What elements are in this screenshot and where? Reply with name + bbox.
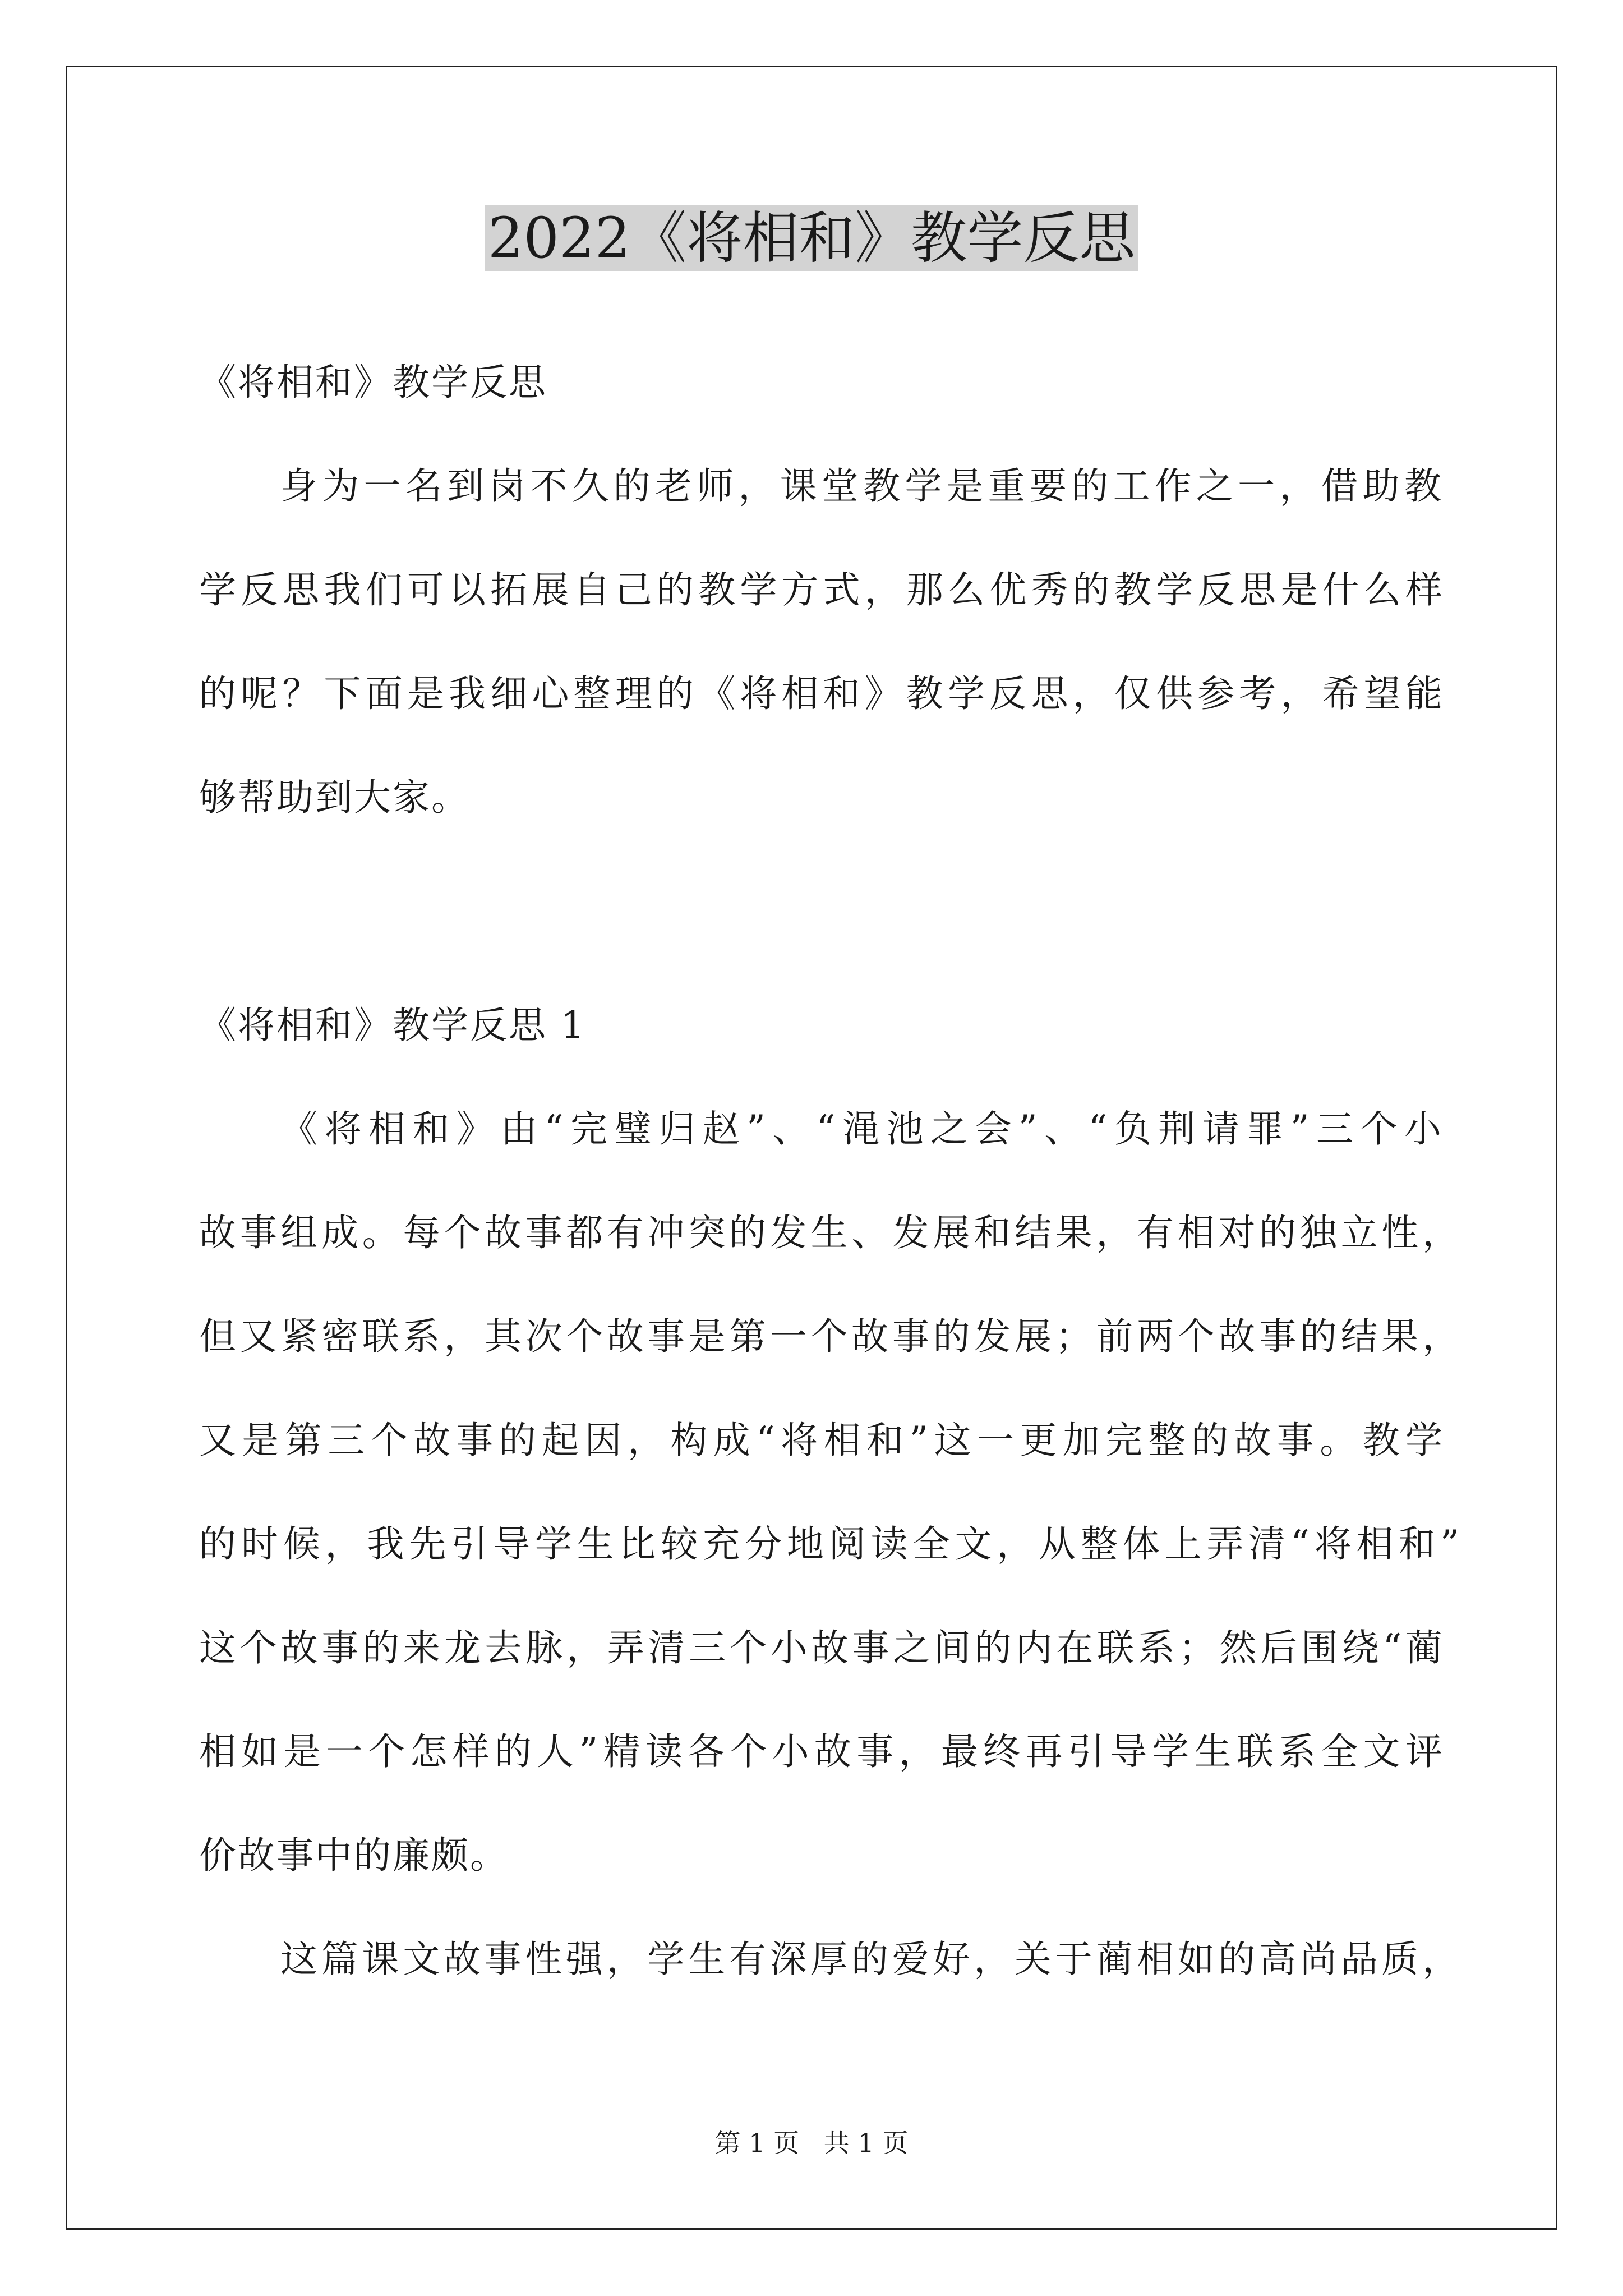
paragraph-line: 又是第三个故事的起因，构成“将相和”这一更加完整的故事。教学 xyxy=(199,1419,1444,1462)
paragraph-line: 《将相和》由“完璧归赵”、“渑池之会”、“负荆请罪”三个小 xyxy=(280,1107,1443,1151)
intro-line: 学反思我们可以拓展自己的教学方式，那么优秀的教学反思是什么样 xyxy=(199,568,1444,611)
paragraph-line: 相如是一个怎样的人”精读各个小故事，最终再引导学生联系全文评 xyxy=(199,1730,1444,1773)
paragraph-line: 这篇课文故事性强，学生有深厚的爱好，关于蔺相如的高尚品质， xyxy=(280,1938,1461,1981)
paragraph-line: 故事组成。每个故事都有冲突的发生、发展和结果，有相对的独立性， xyxy=(199,1211,1461,1254)
page-footer: 第 1 页 共 1 页 xyxy=(714,2128,909,2158)
paragraph-line: 这个故事的来龙去脉，弄清三个小故事之间的内在联系；然后围绕“蔺 xyxy=(199,1626,1444,1669)
paragraph-line: 的时候，我先引导学生比较充分地阅读全文，从整体上弄清“将相和” xyxy=(199,1522,1461,1566)
intro-line: 够帮助到大家。 xyxy=(199,776,470,819)
intro-line: 的呢？下面是我细心整理的《将相和》教学反思，仅供参考，希望能 xyxy=(199,672,1444,715)
section-heading: 《将相和》教学反思 1 xyxy=(199,1004,586,1047)
intro-line: 身为一名到岗不久的老师，课堂教学是重要的工作之一，借助教 xyxy=(280,464,1443,508)
paragraph-line: 但又紧密联系，其次个故事是第一个故事的发展；前两个故事的结果， xyxy=(199,1315,1461,1358)
document-title: 2022《将相和》教学反思 xyxy=(0,199,1623,278)
paragraph-line: 价故事中的廉颇。 xyxy=(199,1834,509,1877)
intro-heading: 《将相和》教学反思 xyxy=(199,361,547,404)
